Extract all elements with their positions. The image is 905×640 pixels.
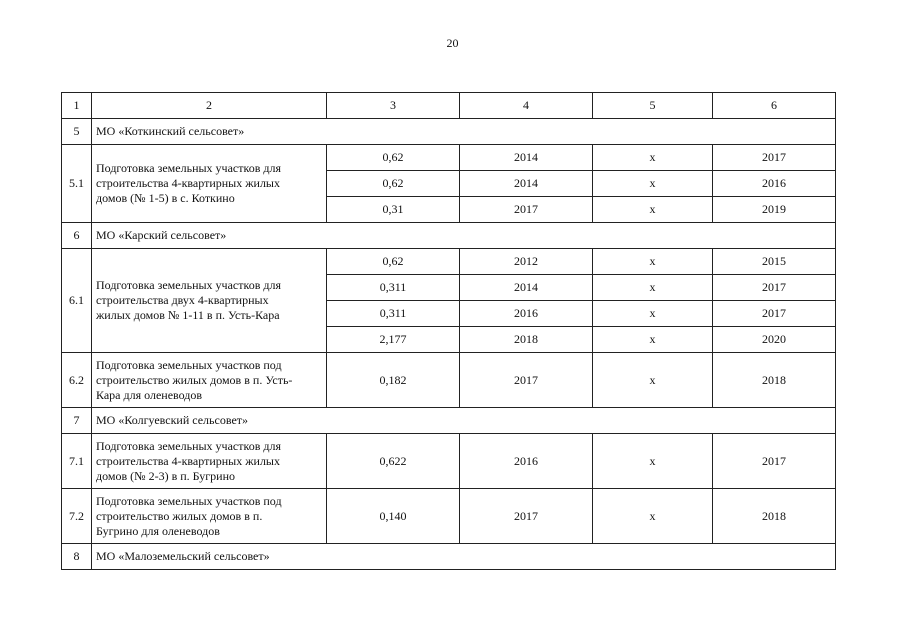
table-row <box>62 353 836 408</box>
value-cell-col6: 2017 <box>713 145 836 171</box>
value-cell-col5: х <box>593 145 713 171</box>
description-line: Бугрино для оленеводов <box>96 523 220 538</box>
value-cell-col6: 2015 <box>713 249 836 275</box>
value-cell-col5: х <box>593 301 713 327</box>
table-row <box>62 145 836 171</box>
column-header: 5 <box>593 93 713 119</box>
value-cell-col5: х <box>593 489 713 544</box>
data-table <box>61 92 836 570</box>
value-cell-col4: 2014 <box>460 171 593 197</box>
column-header: 2 <box>92 93 327 119</box>
value-cell-col5: х <box>593 353 713 408</box>
item-description <box>92 145 327 223</box>
column-header: 1 <box>62 93 92 119</box>
value-cell-col6: 2018 <box>713 489 836 544</box>
table-header-row <box>62 93 836 119</box>
column-header: 4 <box>460 93 593 119</box>
section-title: МО «Коткинский сельсовет» <box>92 119 836 145</box>
value-cell-col6: 2016 <box>713 171 836 197</box>
table-row <box>62 249 836 275</box>
section-row <box>62 119 836 145</box>
section-number: 7 <box>62 408 92 434</box>
value-cell-col3: 0,622 <box>327 434 460 489</box>
description-line: строительство жилых домов в п. <box>96 508 263 523</box>
section-number: 6 <box>62 223 92 249</box>
item-number: 7.1 <box>62 434 92 489</box>
item-number: 7.2 <box>62 489 92 544</box>
value-cell-col3: 2,177 <box>327 327 460 353</box>
value-cell-col3: 0,62 <box>327 249 460 275</box>
value-cell-col3: 0,140 <box>327 489 460 544</box>
description-line: Подготовка земельных участков под <box>96 493 282 508</box>
value-cell-col5: х <box>593 275 713 301</box>
description-line: строительства двух 4-квартирных <box>96 293 269 307</box>
section-row <box>62 544 836 570</box>
value-cell-col3: 0,62 <box>327 145 460 171</box>
description-line: строительства 4-квартирных жилых <box>96 176 280 190</box>
table-body <box>62 93 836 570</box>
value-cell-col3: 0,31 <box>327 197 460 223</box>
page-number: 20 <box>446 36 459 50</box>
description-line: домов (№ 2-3) в п. Бугрино <box>96 468 236 483</box>
section-row <box>62 408 836 434</box>
value-cell-col3: 0,311 <box>327 275 460 301</box>
value-cell-col6: 2019 <box>713 197 836 223</box>
item-number: 6.2 <box>62 353 92 408</box>
value-cell-col5: х <box>593 327 713 353</box>
section-number: 8 <box>62 544 92 570</box>
value-cell-col6: 2018 <box>713 353 836 408</box>
value-cell-col4: 2014 <box>460 275 593 301</box>
value-cell-col4: 2012 <box>460 249 593 275</box>
table-row <box>62 434 836 489</box>
value-cell-col3: 0,311 <box>327 301 460 327</box>
value-cell-col4: 2014 <box>460 145 593 171</box>
description-line: жилых домов № 1-11 в п. Усть-Кара <box>96 308 280 322</box>
value-cell-col6: 2017 <box>713 434 836 489</box>
item-number: 5.1 <box>62 145 92 223</box>
value-cell-col4: 2017 <box>460 353 593 408</box>
value-cell-col4: 2017 <box>460 489 593 544</box>
value-cell-col4: 2018 <box>460 327 593 353</box>
item-number: 6.1 <box>62 249 92 353</box>
section-title: МО «Карский сельсовет» <box>92 223 836 249</box>
section-row <box>62 223 836 249</box>
section-number: 5 <box>62 119 92 145</box>
value-cell-col4: 2017 <box>460 197 593 223</box>
item-description <box>92 249 327 353</box>
value-cell-col5: х <box>593 249 713 275</box>
value-cell-col4: 2016 <box>460 434 593 489</box>
value-cell-col6: 2017 <box>713 301 836 327</box>
description-line: Кара для оленеводов <box>96 387 203 402</box>
description-line: домов (№ 1-5) в с. Коткино <box>96 191 235 205</box>
value-cell-col5: х <box>593 171 713 197</box>
table-row <box>62 489 836 544</box>
description-line: Подготовка земельных участков под <box>96 357 282 372</box>
description-line: строительства 4-квартирных жилых <box>96 453 280 468</box>
item-description <box>92 489 327 544</box>
item-description <box>92 353 327 408</box>
description-line: Подготовка земельных участков для <box>96 161 281 175</box>
value-cell-col5: х <box>593 197 713 223</box>
description-line: Подготовка земельных участков для <box>96 278 281 292</box>
column-header: 3 <box>327 93 460 119</box>
value-cell-col6: 2017 <box>713 275 836 301</box>
description-line: строительство жилых домов в п. Усть- <box>96 372 293 387</box>
value-cell-col6: 2020 <box>713 327 836 353</box>
column-header: 6 <box>713 93 836 119</box>
value-cell-col5: х <box>593 434 713 489</box>
section-title: МО «Колгуевский сельсовет» <box>92 408 836 434</box>
value-cell-col3: 0,62 <box>327 171 460 197</box>
value-cell-col3: 0,182 <box>327 353 460 408</box>
value-cell-col4: 2016 <box>460 301 593 327</box>
item-description <box>92 434 327 489</box>
description-line: Подготовка земельных участков для <box>96 438 281 453</box>
section-title: МО «Малоземельский сельсовет» <box>92 544 836 570</box>
